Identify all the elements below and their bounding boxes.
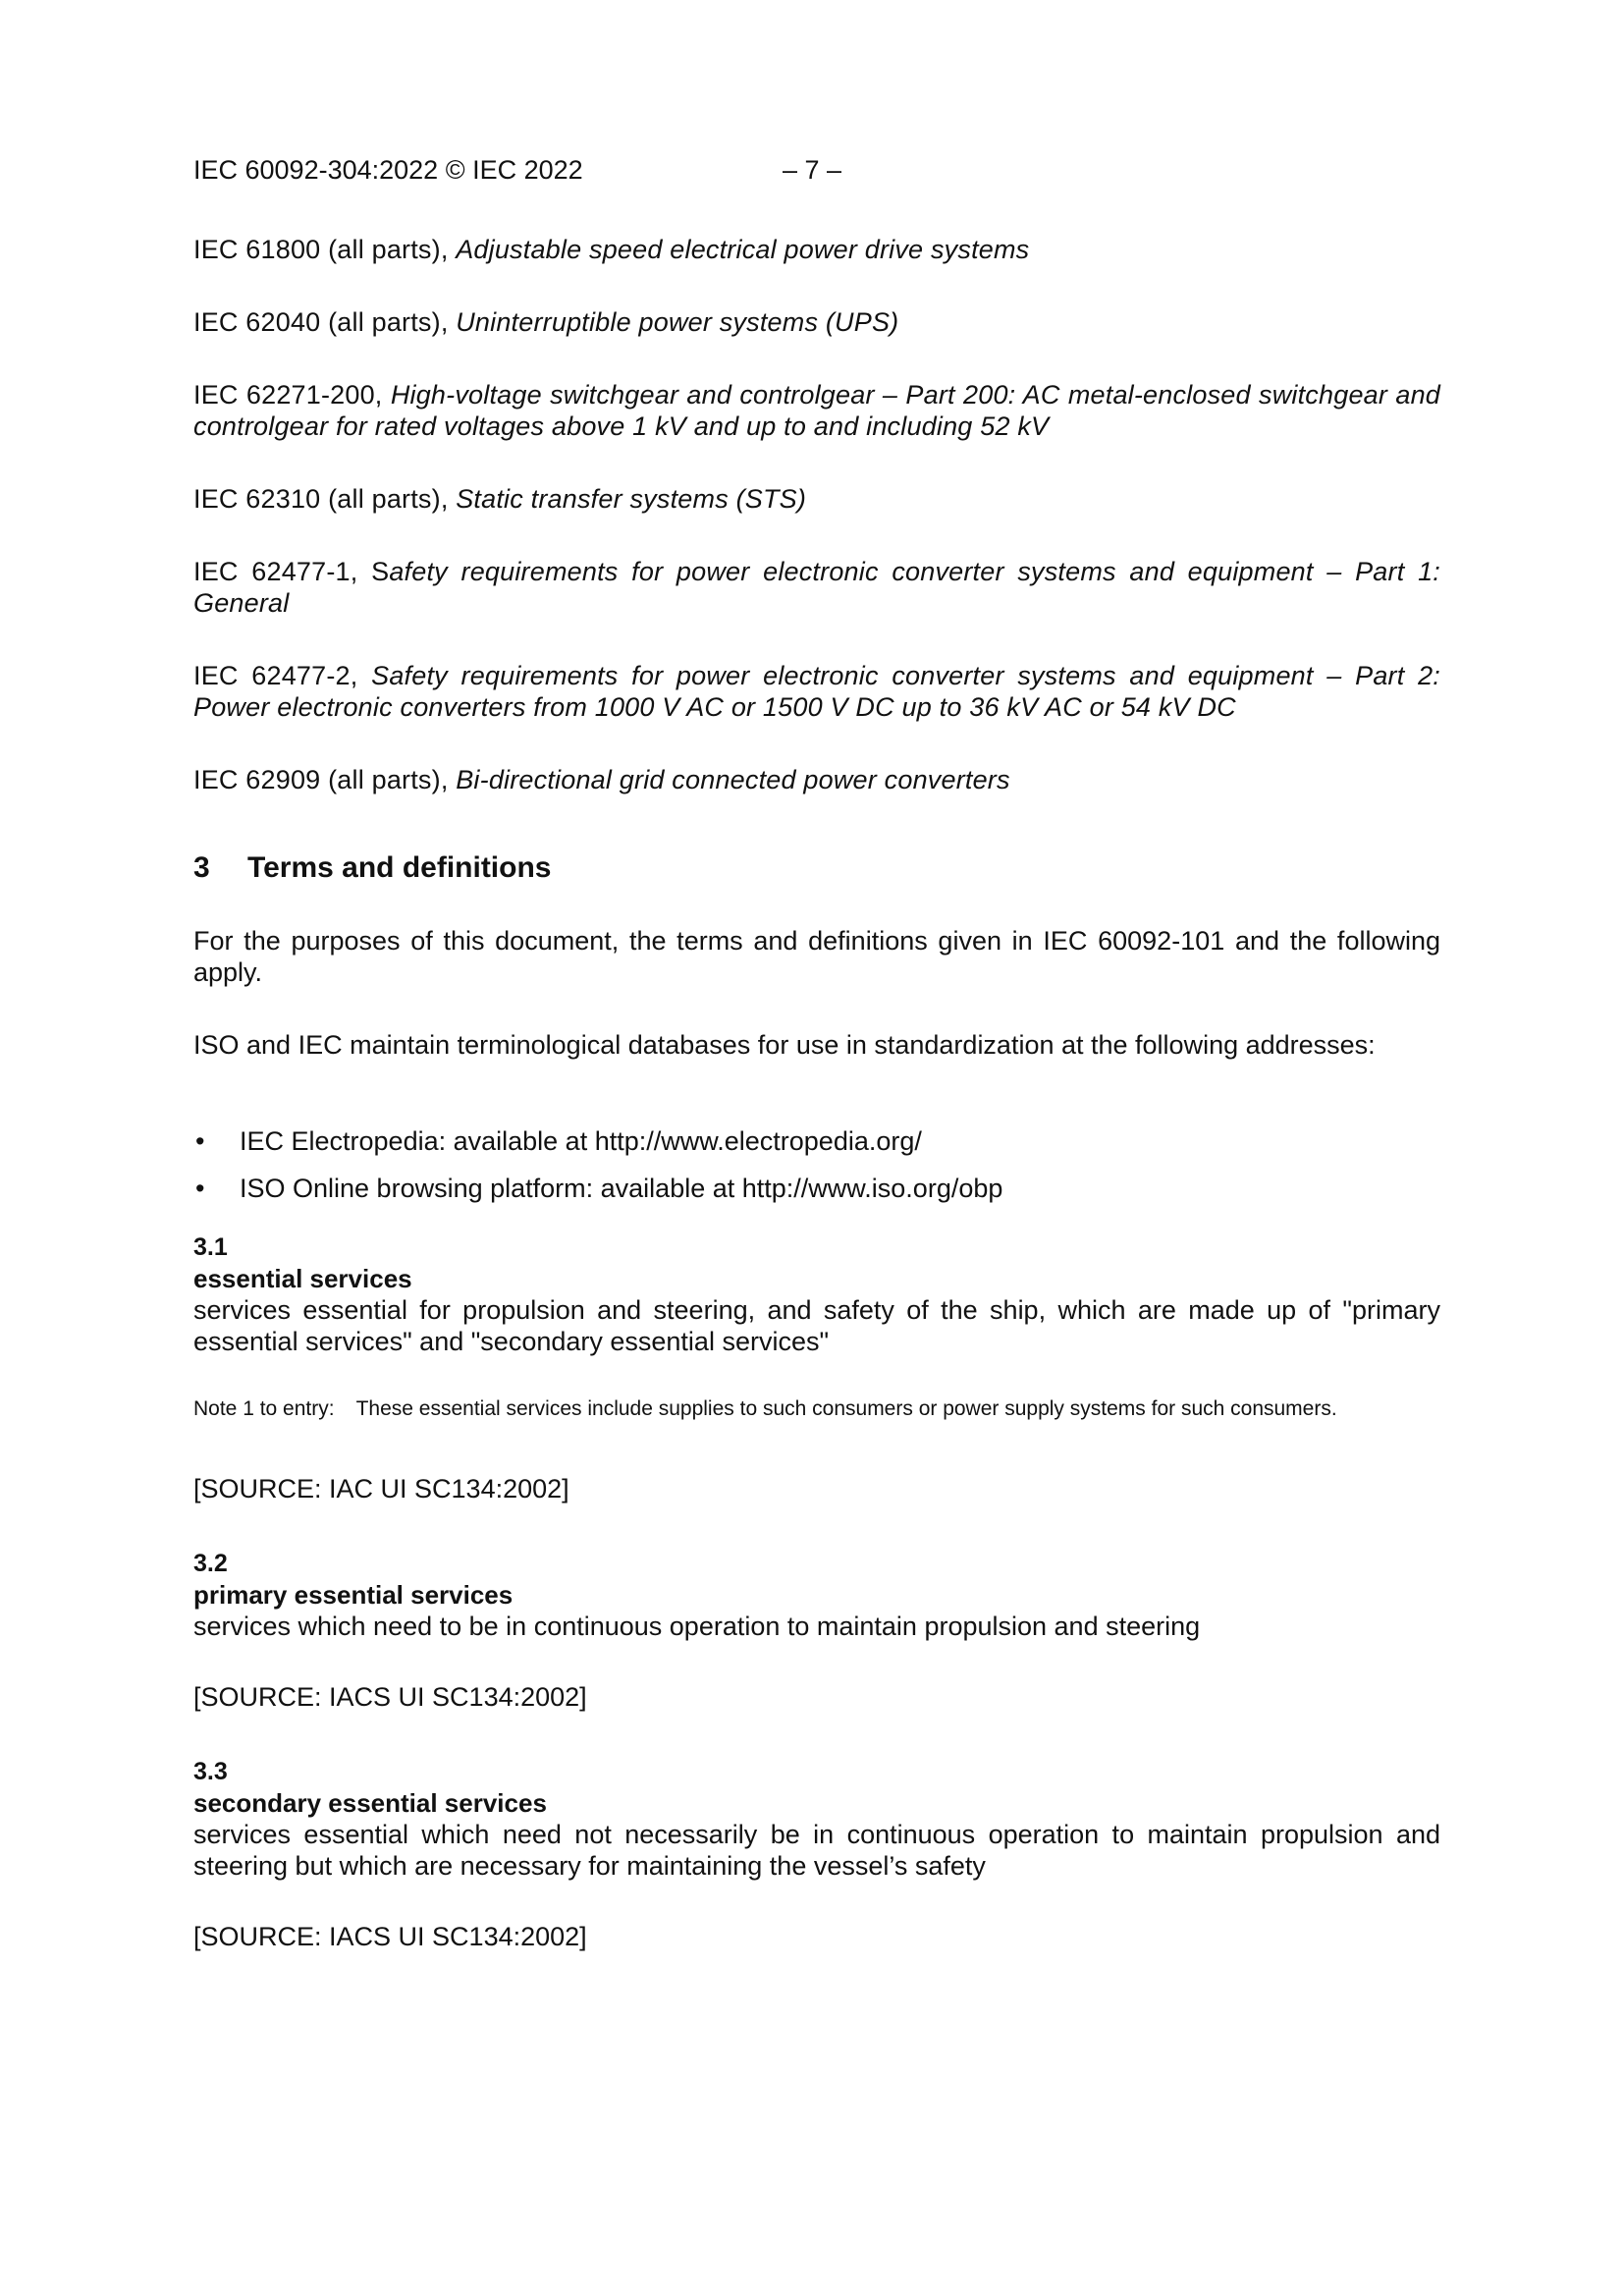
page-number: – 7 – [783, 155, 842, 185]
list-item: • IEC Electropedia: available at http://www.electropedia.org/ [193, 1125, 1440, 1157]
term-number: 3.3 [193, 1758, 228, 1785]
term-source: [SOURCE: IAC UI SC134:2002] [193, 1474, 569, 1503]
term-number: 3.1 [193, 1233, 228, 1261]
term-entry [193, 1548, 1440, 1642]
term-source: [SOURCE: IACS UI SC134:2002] [193, 1682, 587, 1712]
term-definition: services essential which need not necessarily be in continuous operation to maintain propulsion and steering but which are necessary for maintaining the vessel’s safety [193, 1820, 1440, 1881]
term-definition: services essential for propulsion and steering, and safety of the ship, which are made up of "primary essential services" and "secondary essential services" [193, 1295, 1440, 1356]
term-definition: services which need to be in continuous operation to maintain propulsion and steering [193, 1612, 1201, 1641]
reference-id: IEC 62271-200, [193, 380, 391, 410]
term-name: essential services [193, 1264, 412, 1293]
document-page [193, 0, 1440, 2296]
term-name: primary essential services [193, 1580, 514, 1610]
intro-paragraph: For the purposes of this document, the terms and definitions given in IEC 60092-101 and the following apply. [193, 926, 1440, 987]
reference-title: afety requirements for power electronic converter systems and equipment – Part 1: General [193, 557, 1440, 618]
header-document-id: IEC 60092-304:2022 © IEC 2022 [193, 155, 583, 185]
term-number: 3.2 [193, 1550, 228, 1577]
reference-title: Static transfer systems (STS) [456, 484, 807, 514]
reference-entry [193, 306, 1440, 338]
term-source: [SOURCE: IACS UI SC134:2002] [193, 1922, 587, 1951]
reference-title: Bi-directional grid connected power converters [456, 765, 1010, 794]
reference-id: IEC 62477-1, S [193, 557, 390, 586]
list-item: • ISO Online browsing platform: available at http://www.iso.org/obp [193, 1173, 1440, 1204]
reference-id: IEC 62909 (all parts), [193, 765, 457, 794]
reference-entry [193, 764, 1440, 795]
reference-entry [193, 379, 1440, 442]
term-entry [193, 1231, 1440, 1357]
term-name: secondary essential services [193, 1788, 547, 1818]
reference-entry [193, 234, 1440, 265]
note-label: Note 1 to entry: [193, 1397, 335, 1420]
reference-entry [193, 483, 1440, 515]
section-heading [193, 850, 551, 886]
reference-id: IEC 62310 (all parts), [193, 484, 457, 514]
reference-id: IEC 61800 (all parts), [193, 235, 457, 264]
reference-entry [193, 556, 1440, 619]
reference-entry [193, 660, 1440, 723]
term-note [193, 1396, 1440, 1422]
address-list [193, 1125, 1440, 1220]
reference-title: Adjustable speed electrical power drive systems [456, 235, 1030, 264]
section-number: 3 [193, 851, 210, 884]
reference-title: High-voltage switchgear and controlgear – Part 200: AC metal-enclosed switchgear and controlgear for rated voltages above 1 kV and up to and including 52 kV [193, 380, 1440, 441]
section-title: Terms and definitions [247, 851, 552, 884]
term-entry [193, 1756, 1440, 1882]
reference-id: IEC 62477-2, [193, 661, 372, 690]
reference-title: Safety requirements for power electronic converter systems and equipment – Part 2: Power electronic converters from 1000 V AC or 1500 V DC up to 36 kV AC or 54 kV DC [193, 661, 1440, 722]
reference-title: Uninterruptible power systems (UPS) [456, 307, 899, 337]
reference-id: IEC 62040 (all parts), [193, 307, 457, 337]
intro-paragraph: ISO and IEC maintain terminological databases for use in standardization at the following addresses: [193, 1030, 1376, 1060]
note-text: These essential services include supplies to such consumers or power supply systems for such consumers. [355, 1397, 1337, 1420]
